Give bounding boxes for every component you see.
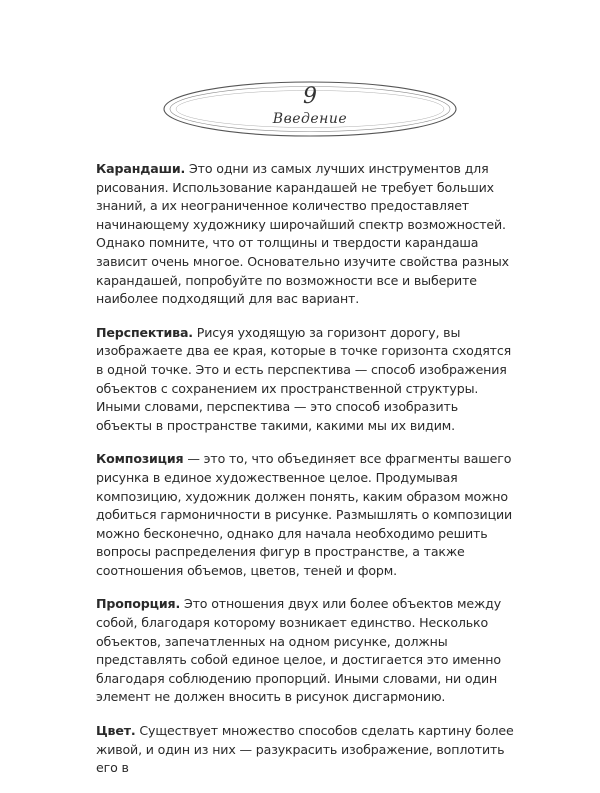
paragraph-pencils-text: Это одни из самых лучших инструментов для рисования. Использование карандашей не требует больших знаний, а их неограниченное количество предоставляет начинающему художнику широчайший спектр возможностей. Однако помните, что от толщины и твердости карандаша зависит очень многое. Основательно изучите свойства разных карандашей, попробуйте по возможности все и выберите наиболее подходящий для вас вариант. xyxy=(96,161,509,307)
paragraph-composition-text: — это то, что объединяет все фрагменты вашего рисунка в единое художественное целое. Продумывая композицию, художник должен понять, каким образом можно добиться гармоничности в рисунке. Размышлять о композиции можно бесконечно, однако для начала необходимо решить вопросы распределения фигур в пространстве, а также соотношения объемов, цветов, теней и форм. xyxy=(96,451,513,578)
term-pencils: Карандаши. xyxy=(96,161,186,176)
chapter-title: Введение xyxy=(272,111,348,127)
paragraph-perspective xyxy=(96,324,516,436)
page-number: 9 xyxy=(303,84,317,109)
paragraph-proportion-text: Это отношения двух или более объектов между собой, благодаря которому возникает единство. Несколько объектов, запечатленных на одном рисунке, должны представлять собой единое целое, и достигается это именно благодаря соблюдению пропорций. Иными словами, ни один элемент не должен вносить в рисунок дисгармонию. xyxy=(96,596,502,705)
paragraph-perspective-text: Рисуя уходящую за горизонт дорогу, вы изображаете два ее края, которые в точке горизонта сходятся в одной точке. Это и есть перспектива — способ изображения объектов с сохранением их пространственной структуры. Иными словами, перспектива — это способ изобразить объекты в пространстве такими, какими мы их видим. xyxy=(96,324,512,433)
paragraph-proportion xyxy=(96,595,516,707)
body-text xyxy=(96,160,516,793)
paragraph-pencils xyxy=(96,160,516,309)
paragraph-color-text: Существует множество способов сделать картину более живой, и один из них — разукрасить изображение, воплотить его в xyxy=(96,723,514,776)
term-color: Цвет. xyxy=(96,723,136,739)
term-perspective: Перспектива. xyxy=(96,324,193,340)
term-composition: Композиция xyxy=(96,451,184,467)
term-proportion: Пропорция. xyxy=(96,596,181,612)
paragraph-composition xyxy=(96,450,516,580)
chapter-header xyxy=(160,78,460,140)
